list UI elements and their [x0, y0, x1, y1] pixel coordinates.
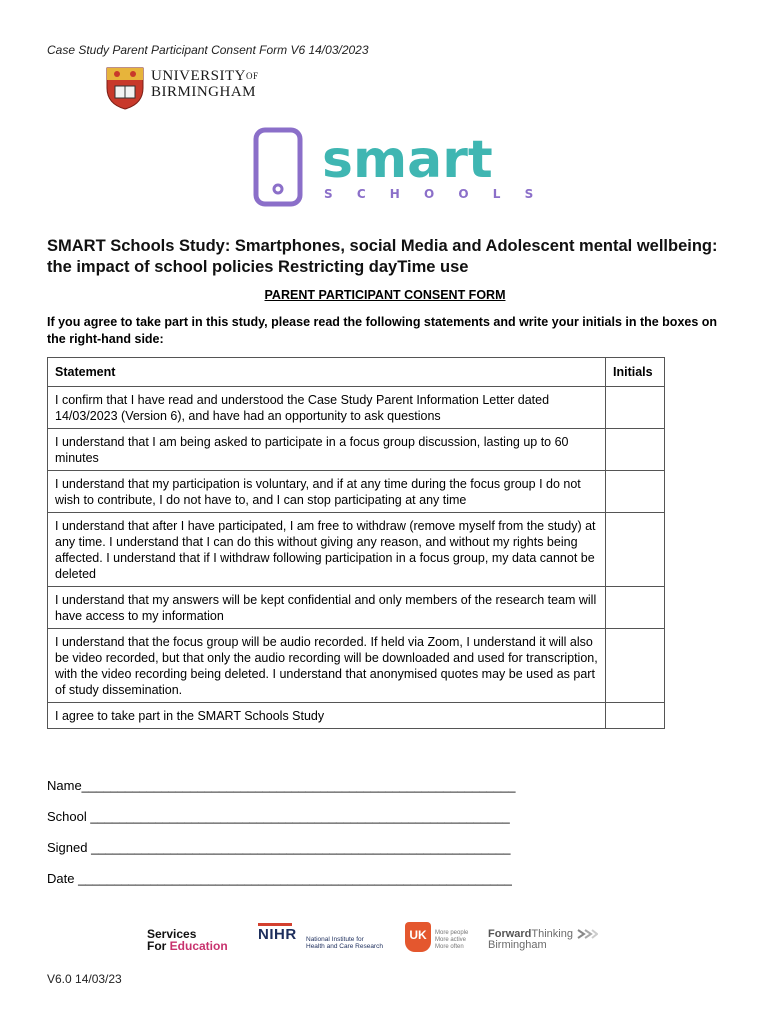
signed-field[interactable]: Signed __________________________________________________________: [47, 840, 511, 855]
smartphone-icon: [250, 127, 540, 209]
table-row: [48, 513, 665, 587]
initials-box[interactable]: [606, 513, 665, 587]
date-field[interactable]: Date ____________________________________________________________: [47, 871, 512, 886]
table-row: [48, 587, 665, 629]
statement-cell: I understand that the focus group will be audio recorded. If held via Zoom, I understand it will also be video recorded, but that only the audio recording will be downloaded and used for transcription, with the video recording being deleted. I understand that anonymised quotes may be used as part of study dissemination.: [48, 629, 606, 703]
university-name: $UNIVERSITY^{OF}$ BIRMINGHAM: [151, 68, 259, 100]
initials-header: Initials: [606, 358, 665, 387]
table-row: [48, 471, 665, 513]
initials-box[interactable]: [606, 587, 665, 629]
initials-box[interactable]: [606, 629, 665, 703]
statement-cell: I understand that I am being asked to participate in a focus group discussion, lasting up to 60 minutes: [48, 429, 606, 471]
running-header: Case Study Parent Participant Consent Form V6 14/03/2023: [47, 43, 369, 57]
table-row: [48, 429, 665, 471]
table-header-row: [48, 358, 665, 387]
chevrons-icon: [576, 928, 598, 940]
table-row: [48, 703, 665, 729]
statement-cell: I understand that my answers will be kept confidential and only members of the research team will have access to my information: [48, 587, 606, 629]
name-field[interactable]: Name____________________________________________________________: [47, 778, 516, 793]
services-for-education-logo: Services For Education: [147, 927, 228, 953]
smart-wordmark: smart: [322, 130, 493, 190]
statement-cell: I confirm that I have read and understood the Case Study Parent Information Letter dated 14/03/2023 (Version 6), and have had an opportunity to ask questions: [48, 387, 606, 429]
version-footer: V6.0 14/03/23: [47, 972, 122, 986]
study-title: SMART Schools Study: Smartphones, social Media and Adolescent mental wellbeing: the impact of school policies Restricting dayTime use: [47, 237, 718, 276]
nihr-logo: NIHR National Institute for Health and Care Research: [258, 926, 297, 944]
consent-table: [47, 357, 665, 729]
form-title: PARENT PARTICIPANT CONSENT FORM: [264, 288, 506, 302]
university-crest-icon: [105, 66, 145, 110]
initials-box[interactable]: [606, 471, 665, 513]
initials-box[interactable]: [606, 387, 665, 429]
smart-schools-logo: [250, 127, 540, 209]
table-row: [48, 387, 665, 429]
initials-box[interactable]: [606, 703, 665, 729]
school-field[interactable]: School __________________________________________________________: [47, 809, 510, 824]
partner-logos: Services For Education NIHR National Institute for Health and Care Research UK More people More active More often ForwardThinking Birmingham: [140, 922, 610, 962]
forward-thinking-birmingham-logo: ForwardThinking Birmingham: [488, 928, 598, 951]
intro-instructions: If you agree to take part in this study, please read the following statements and write your initials in the boxes on the right-hand side:: [47, 315, 718, 346]
initials-box[interactable]: [606, 429, 665, 471]
university-of-birmingham-logo: [105, 66, 305, 110]
schools-wordmark: S C H O O L S: [324, 187, 540, 201]
table-row: [48, 629, 665, 703]
statement-header: Statement: [48, 358, 606, 387]
statement-cell: I agree to take part in the SMART Schools Study: [48, 703, 606, 729]
statement-cell: I understand that after I have participated, I am free to withdraw (remove myself from the study) at any time. I understand that I can do this without giving any reason, and without my rights being affected. I understand that if I withdraw following participation in a focus group, my data cannot be deleted: [48, 513, 606, 587]
statement-cell: I understand that my participation is voluntary, and if at any time during the focus group I do not wish to contribute, I do not have to, and I can stop participating at any time: [48, 471, 606, 513]
